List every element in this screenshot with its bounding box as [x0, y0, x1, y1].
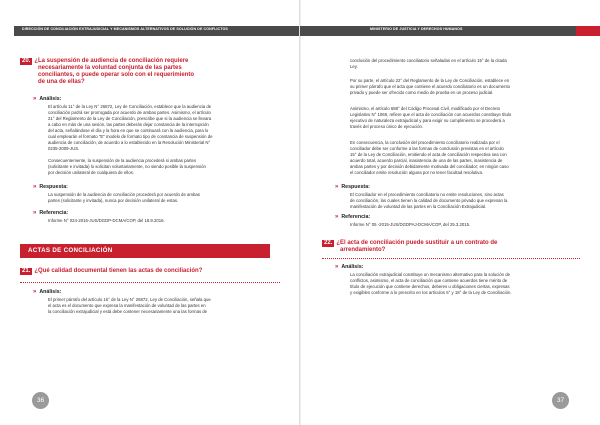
text-line: privado y puede ser ofrecido como medio de prueba en un proceso judicial.	[350, 90, 494, 95]
text-line: y exigibles conforme a lo prescrito en los artículos 5° y 18° de la Ley de Conciliación.	[350, 290, 512, 295]
paragraph-3	[350, 106, 580, 130]
question-text: ¿Qué calidad documental tienen las actas de conciliación?	[34, 268, 203, 274]
text-line: La suspensión de la audiencia de conciliación procederá por acuerdo de ambas	[48, 192, 200, 197]
text-line: El artículo 11° de la Ley N° 26872, Ley de Conciliación, establece que la audiencia de	[48, 104, 212, 109]
referencia-heading	[33, 210, 68, 216]
question-line: ¿El acta de conciliación puede sustituir a un contrato de	[336, 240, 498, 246]
chevron-right-icon: »	[33, 210, 37, 216]
analisis-label: Análisis:	[39, 96, 62, 102]
section-title: ACTAS DE CONCILIACIÓN	[28, 247, 113, 254]
question-number: 20.	[22, 58, 31, 64]
text-line: del acta, señalándose el día y la hora en que se continuará con la audiencia, para lo	[48, 128, 209, 133]
paragraph-4	[350, 140, 580, 176]
text-line: (solicitante e invitada) lo solicitan voluntariamente, no siendo posible la suspensión	[48, 164, 206, 169]
page-number: 37	[552, 392, 569, 409]
text-line: título de ejecución que contiene derechos, deberes u obligaciones ciertas, expresas	[350, 284, 510, 289]
text-line: a cabo en más de una sesión, las partes deberán dejar constancia de la interrupción	[48, 122, 209, 127]
respuesta-label: Respuesta:	[39, 184, 68, 190]
analisis-label: Análisis:	[39, 289, 62, 295]
question-20	[20, 58, 282, 86]
text-line: el conciliador emite resolución alguna por no tener facultad resolutiva.	[350, 170, 484, 175]
text-line: En consecuencia, la conclusión del procedimiento conciliatorio realizada por el	[350, 140, 500, 145]
text-line: conclusión del procedimiento conciliatorio señaladas en el artículo 15° de la citada	[350, 58, 507, 63]
referencia-heading	[335, 214, 370, 220]
text-line: conciliador debe ser conforme a las formas de conclusión previstas en el artículo	[350, 146, 504, 151]
question-21	[20, 268, 282, 275]
question-number: 22.	[324, 240, 333, 246]
dotted-divider	[20, 282, 280, 283]
referencia-text: Informe N° 024-2016-JUS/DGDP-DCMA/COP, del 18.9.2016.	[48, 218, 165, 223]
section-banner	[20, 244, 270, 258]
text-line: la conciliación extrajudicial y está debe contener necesariamente una las formas de	[48, 309, 208, 314]
text-line: 21° del Reglamento de la Ley de Conciliación, prescribe que si la audiencia se llevara	[48, 116, 212, 121]
left-page-header	[14, 26, 300, 36]
text-line: Legislativo N° 1069, refiere que el acta de conciliación con acuerdos constituye título	[350, 112, 512, 117]
referencia-text: Informe N° 05 -2015-JUS/DGDPAJ-DCMA/COP, del 25.3.2015.	[350, 222, 471, 227]
page-edge-tab	[576, 26, 600, 36]
question-line: arrendamiento?	[340, 247, 386, 253]
analisis-heading	[335, 264, 363, 270]
text-line: 15° de la Ley de Conciliación, emitiendo el acta de conciliación respectiva sea con	[350, 152, 507, 157]
continuation-text	[350, 58, 580, 70]
text-line: conciliación podrá ser prorrogada por acuerdo de ambas partes. Asimismo, el artículo	[48, 110, 211, 115]
text-line: por decisión unilateral de cualquiera de ellos.	[48, 170, 134, 175]
text-line: El primer párrafo del artículo 16° de la Ley N° 26872, Ley de Conciliación, señala que	[48, 297, 211, 302]
chevron-right-icon: »	[335, 264, 339, 270]
text-line: Consecuentemente, la suspensión de la audiencia procederá si ambas partes	[48, 158, 197, 163]
analisis-text	[350, 272, 580, 296]
text-line: audiencia de conciliación, de acuerdo a lo establecido en la Resolución Ministerial N°	[48, 140, 211, 145]
text-line: Por su parte, el artículo 22° del Reglamento de la Ley de Conciliación, establece en	[350, 78, 510, 83]
text-line: su primer párrafo que el acta que contiene el acuerdo conciliatorio es un documento	[350, 84, 511, 89]
respuesta-text	[350, 192, 580, 210]
left-header-text: DIRECCIÓN DE CONCILIACIÓN EXTRAJUDICIAL Y MECANISMOS ALTERNATIVOS DE SOLUCIÓN DE CONFLICTOS	[22, 27, 228, 31]
chevron-right-icon: »	[33, 96, 37, 102]
text-line: manifestación de voluntad de las partes en la Conciliación Extrajudicial.	[350, 204, 487, 209]
text-line: La conciliación extrajudicial constituye un mecanismo alternativo para la solución de	[350, 272, 511, 277]
analisis-heading	[33, 289, 61, 295]
dotted-divider	[322, 258, 580, 259]
text-line: través del proceso único de ejecución.	[350, 124, 424, 129]
referencia-label: Referencia:	[341, 214, 371, 220]
text-line: ambas partes y por decisión debidamente motivada del conciliador; en ningún caso	[350, 164, 509, 169]
chevron-right-icon: »	[335, 184, 339, 190]
analisis-text	[48, 297, 280, 315]
text-line: partes (solicitante y invitada), nunca por decisión unilateral de estas.	[48, 198, 179, 203]
question-number: 21.	[22, 268, 31, 274]
question-line: conciliantes, o puede operar solo con el requerimiento	[38, 72, 195, 78]
text-line: El Conciliador en el procedimiento conciliatorio no emite resoluciones, sino actas	[350, 192, 504, 197]
page-number: 36	[32, 392, 49, 409]
referencia-label: Referencia:	[39, 210, 69, 216]
consecuencia-text	[48, 158, 280, 176]
chevron-right-icon: »	[335, 214, 339, 220]
analisis-heading	[33, 96, 61, 102]
text-line: Asimismo, el artículo 688° del Código Procesal Civil, modificado por el Decreto	[350, 106, 501, 111]
analisis-label: Análisis:	[341, 264, 364, 270]
right-page	[300, 0, 600, 425]
text-line: de conciliación, las cuales tienen la calidad de documento privado que expresan la	[350, 198, 508, 203]
chevron-right-icon: »	[33, 289, 37, 295]
text-line: cual emplearán el formato "E" modelo de formato tipo de constancia de suspensión de	[48, 134, 213, 139]
right-header-text: MINISTERIO DE JUSTICIA Y DERECHOS HUMANOS	[370, 27, 463, 31]
question-22	[322, 240, 584, 254]
text-line: acuerdo total, acuerdo parcial, inasistencia de una de las partes, inasistencia de	[350, 158, 503, 163]
right-page-header	[300, 26, 576, 36]
analisis-text	[48, 104, 280, 152]
respuesta-text	[48, 192, 280, 204]
respuesta-heading	[33, 184, 68, 190]
text-line: el acta es el documento que expresa la manifestación de voluntad de las partes en	[48, 303, 206, 308]
text-line: conflictos, asimismo, el acta de conciliación que contiene acuerdos tiene mérito de	[350, 278, 508, 283]
paragraph-2	[350, 78, 580, 96]
question-line: ¿La suspensión de audiencia de conciliación requiere	[34, 58, 189, 64]
question-line: necesariamente la voluntad conjunta de las partes	[38, 65, 182, 71]
question-line: de una de ellas?	[38, 79, 85, 85]
text-line: ejecutivo de naturaleza extrajudicial y para exigir su cumplimiento se procederá a	[350, 118, 505, 123]
text-line: 0235-2009-JUS.	[48, 146, 80, 151]
respuesta-label: Respuesta:	[341, 184, 370, 190]
chevron-right-icon: »	[33, 184, 37, 190]
text-line: Ley.	[350, 64, 358, 69]
respuesta-heading	[335, 184, 370, 190]
